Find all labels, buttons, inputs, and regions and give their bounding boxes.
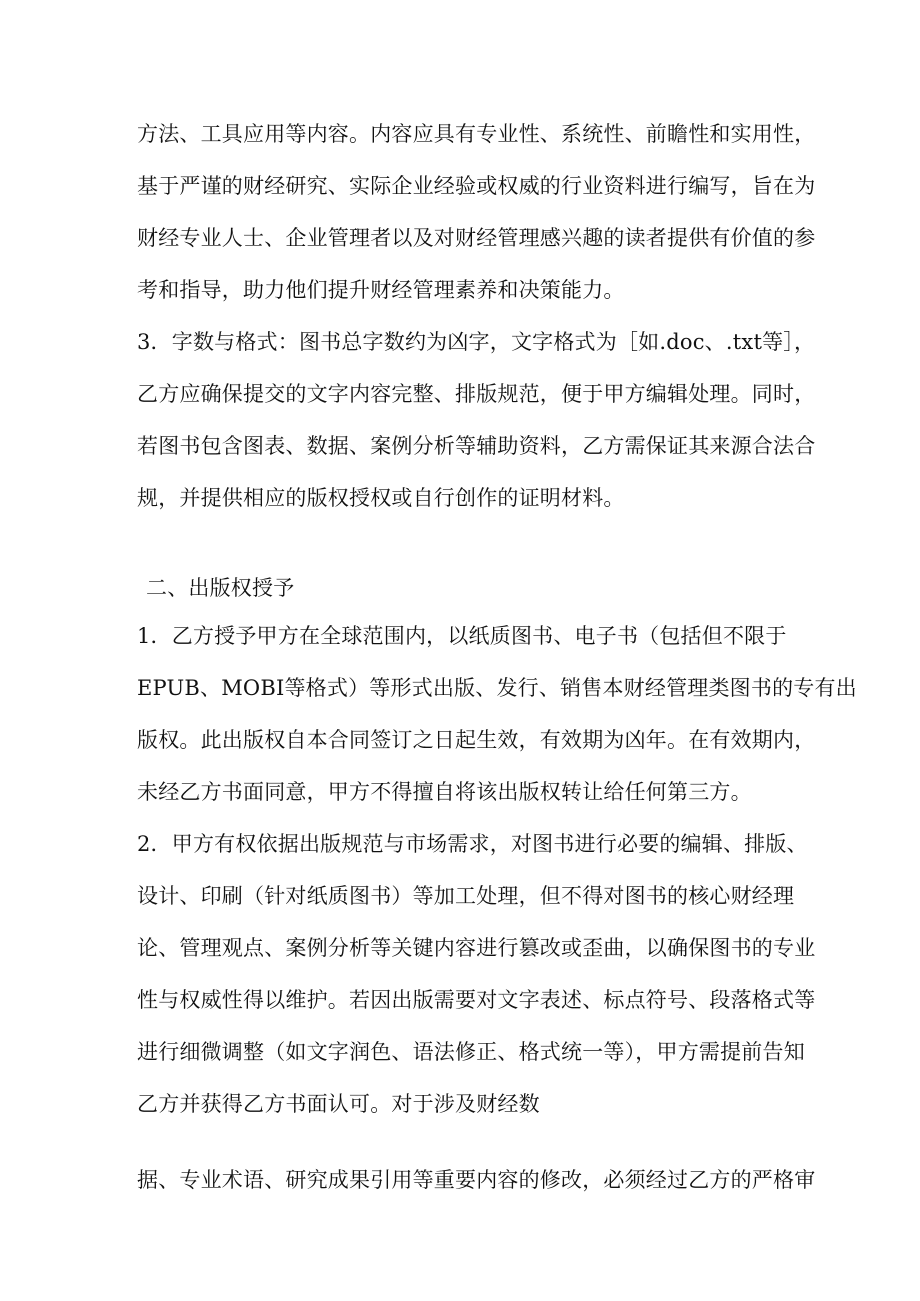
section-heading: 二、出版权授予 [146,576,295,600]
text-line: 1．乙方授予甲方在全球范围内，以纸质图书、电子书（包括但不限于 [137,624,787,648]
text-line: 性与权威性得以维护。若因出版需要对文字表述、标点符号、段落格式等 [137,988,816,1012]
text-line: 2．甲方有权依据出版规范与市场需求，对图书进行必要的编辑、排版、 [137,832,808,856]
text-line: 乙方并获得乙方书面认可。对于涉及财经数 [137,1092,540,1116]
text-line: 版权。此出版权自本合同签订之日起生效，有效期为凶年。在有效期内， [137,728,816,752]
text-line: 未经乙方书面同意，甲方不得擅自将该出版权转让给任何第三方。 [137,780,752,804]
text-line: 方法、工具应用等内容。内容应具有专业性、系统性、前瞻性和实用性， [137,122,816,146]
text-line: 若图书包含图表、数据、案例分析等辅助资料，乙方需保证其来源合法合 [137,434,816,458]
text-line: 基于严谨的财经研究、实际企业经验或权威的行业资料进行编写，旨在为 [137,174,816,198]
text-line: 财经专业人士、企业管理者以及对财经管理感兴趣的读者提供有价值的参 [137,226,816,250]
text-line: 3．字数与格式：图书总字数约为凶字，文字格式为［如.doc、.txt等］， [137,330,816,354]
text-line: 据、专业术语、研究成果引用等重要内容的修改，必须经过乙方的严格审 [137,1168,816,1192]
text-line: 规，并提供相应的版权授权或自行创作的证明材料。 [137,486,625,510]
text-line: 考和指导，助力他们提升财经管理素养和决策能力。 [137,278,625,302]
text-line: 论、管理观点、案例分析等关键内容进行篡改或歪曲，以确保图书的专业 [137,936,816,960]
text-line: EPUB、MOBI等格式）等形式出版、发行、销售本财经管理类图书的专有出 [137,676,857,700]
text-line: 乙方应确保提交的文字内容完整、排版规范，便于甲方编辑处理。同时， [137,382,816,406]
text-line: 进行细微调整（如文字润色、语法修正、格式统一等），甲方需提前告知 [137,1040,805,1064]
text-line: 设计、印刷（针对纸质图书）等加工处理，但不得对图书的核心财经理 [137,884,795,908]
